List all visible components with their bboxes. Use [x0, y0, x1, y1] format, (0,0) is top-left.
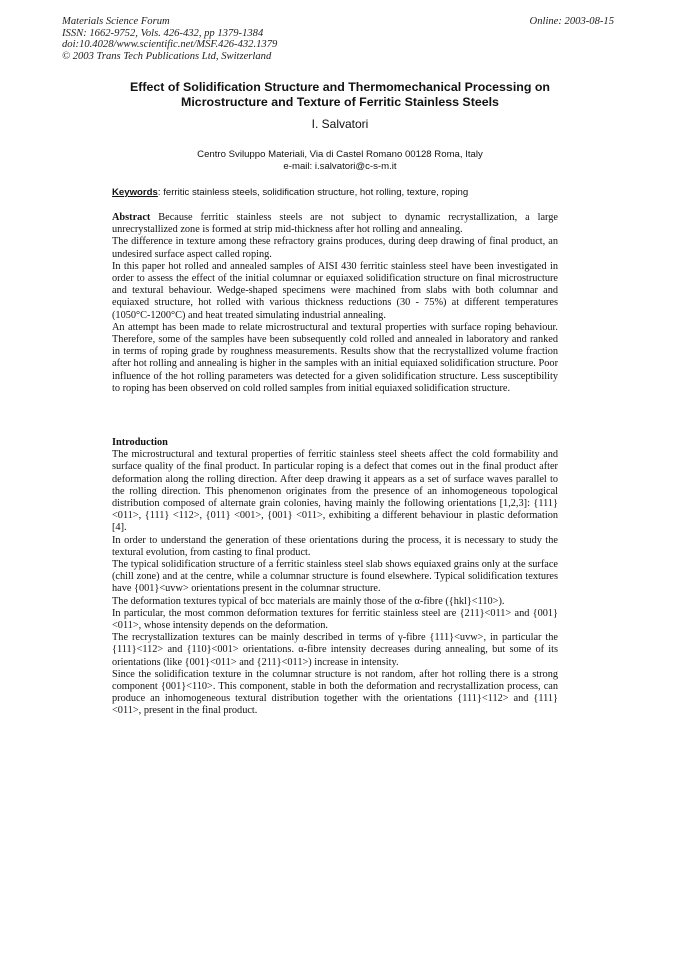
abstract-text: Because ferritic stainless steels are not subject to dynamic recrystallization, a large unrecrystallized zone is formed at strip mid-thickness after hot rolling and annealing.: [112, 212, 558, 236]
intro-paragraph: In particular, the most common deformation textures for ferritic stainless steel are {211}<011> and {001}<011>, whose intensity depends on the deformation.: [112, 607, 558, 632]
keywords-label: Keywords: [112, 187, 158, 198]
affiliation-email: e-mail: i.salvatori@c-s-m.it: [283, 161, 397, 172]
publication-header: [62, 16, 277, 62]
abstract-section: [112, 212, 558, 395]
doi-line: doi:10.4028/www.scientific.net/MSF.426-432.1379: [62, 39, 278, 51]
copyright-line: © 2003 Trans Tech Publications Ltd, Switzerland: [62, 50, 272, 62]
abstract-paragraph: The difference in texture among these refractory grains produces, during deep drawing of final product, an undesired surface aspect called roping.: [112, 236, 558, 260]
title-line-1: Effect of Solidification Structure and Thermomechanical Processing on: [130, 80, 550, 94]
affiliation: [100, 149, 580, 173]
author-name: I. Salvatori: [311, 117, 369, 131]
issn-line: ISSN: 1662-9752, Vols. 426-432, pp 1379-1384: [62, 27, 264, 39]
abstract-paragraph: An attempt has been made to relate microstructural and textural properties with surface roping behaviour. Therefore, some of the samples have been subsequently cold rolled and annealed in laboratory and ranked in terms of roping grade by roughness measurements. Results show that the recrystallized volume fraction after hot rolling and annealing is higher in the samples with an initial equiaxed solidification structure. Poor influence of the hot rolling parameters was detected for a given solidification structure. Less susceptibility to roping has been observed on cold rolled samples from initial equiaxed solidification structure.: [112, 321, 558, 394]
introduction-heading: Introduction: [112, 437, 168, 448]
intro-paragraph: The typical solidification structure of a ferritic stainless steel slab shows equiaxed grains only at the surface (chill zone) and at the centre, while a columnar structure is found elsewhere. Typical solidification textures have {001}<uvw> orientations present in the columnar structure.: [112, 559, 558, 595]
keywords: [112, 187, 562, 198]
affiliation-address: Centro Sviluppo Materiali, Via di Castel Romano 00128 Roma, Italy: [197, 149, 483, 160]
abstract-heading: Abstract: [112, 212, 151, 223]
intro-paragraph: In order to understand the generation of these orientations during the process, it is necessary to study the textural evolution, from casting to final product.: [112, 534, 558, 558]
abstract-paragraph: In this paper hot rolled and annealed samples of AISI 430 ferritic stainless steel have been investigated in order to assess the effect of the initial columnar or equiaxed solidification structure on final microstructure and textural behaviour. Wedge-shaped specimens were machined from slabs with both columnar and equiaxed structure, hot rolled with various thickness reductions (30 - 75%) at different temperatures (1050°C-1200°C) and heat treated simulating industrial annealing.: [112, 260, 558, 321]
keywords-text: : ferritic stainless steels, solidification structure, hot rolling, texture, roping: [157, 187, 469, 198]
title-line-2: Microstructure and Texture of Ferritic Stainless Steels: [181, 95, 499, 109]
intro-paragraph: The microstructural and textural properties of ferritic stainless steel sheets affect the cold formability and surface quality of the final product. In particular roping is a defect that comes out in the final product after deformation along the rolling direction. After deep drawing it appears as a set of surface waves parallel to the rolling direction. This phenomenon originates from the presence of an inhomogeneous topological distribution composed of alternate grain colonies, having mainly the following orientations [1,2,3]: {111} <011>, {111} <112>, {011} <001>, {001} <011>, exhibiting a different behaviour in plastic deformation [4].: [112, 449, 558, 534]
intro-paragraph: Since the solidification texture in the columnar structure is not random, after hot rolling there is a strong component {001}<110>. This component, stable in both the deformation and recrystallization process, can produce an inhomogeneous textural distribution together with the orientations {111}<112> and {111}<011>, present in the final product.: [112, 668, 558, 717]
intro-paragraph: The recrystallization textures can be mainly described in terms of γ-fibre {111}<uvw>, in particular the {111}<112> and {110}<001> orientations. α-fibre intensity decreases during annealing, but some of its orientations (like {001}<011> and {211}<011>) increase in intensity.: [112, 632, 558, 668]
paper-title: [100, 80, 580, 110]
abstract-paragraph: [112, 212, 558, 236]
journal-name: Materials Science Forum: [62, 16, 170, 27]
introduction-section: [112, 437, 558, 718]
online-date: Online: 2003-08-15: [529, 16, 614, 27]
intro-paragraph: The deformation textures typical of bcc materials are mainly those of the α-fibre ({hkl}<110>).: [112, 595, 505, 607]
